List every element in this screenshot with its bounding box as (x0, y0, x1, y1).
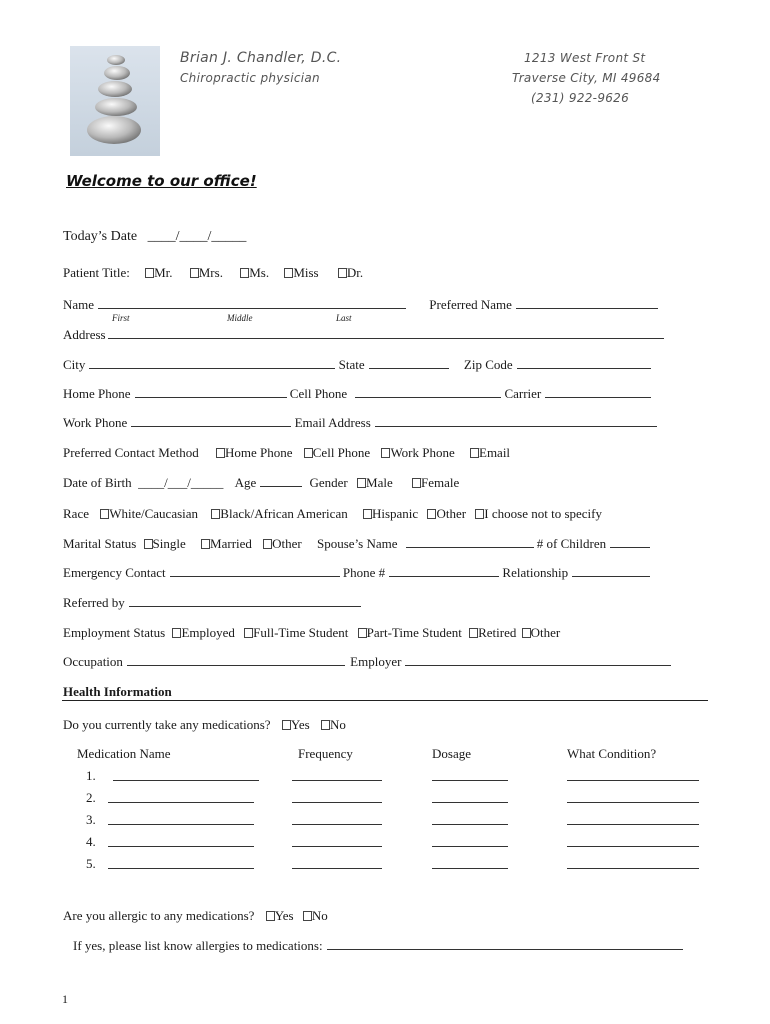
allergy-list-field[interactable] (327, 939, 683, 950)
race-white-label: White/Caucasian (109, 506, 199, 521)
employment-status-label: Employment Status (63, 625, 166, 640)
med-frequency-field[interactable] (292, 868, 382, 869)
title-dr-checkbox[interactable] (338, 268, 347, 278)
gender-female-label: Female (420, 475, 460, 490)
med-row-num: 2. (86, 790, 96, 805)
med-condition-field[interactable] (567, 868, 699, 869)
employment-fulltime-checkbox[interactable] (244, 628, 253, 638)
title-miss-label: Miss (293, 265, 319, 280)
employment-parttime-label: Part-Time Student (366, 625, 462, 640)
title-ms-label: Ms. (249, 265, 270, 280)
gender-male-checkbox[interactable] (357, 478, 366, 488)
med-frequency-field[interactable] (292, 802, 382, 803)
name-middle-sublabel: Middle (227, 313, 253, 323)
address-line2: Traverse City, MI 49684 (512, 71, 661, 85)
med-row-num: 5. (86, 856, 96, 871)
col-dosage: Dosage (432, 746, 471, 761)
race-hispanic-label: Hispanic (371, 506, 419, 521)
take-meds-row (63, 717, 346, 733)
race-other-label: Other (436, 506, 467, 521)
med-frequency-field[interactable] (292, 780, 382, 781)
gender-male-label: Male (366, 475, 393, 490)
med-dosage-field[interactable] (432, 780, 508, 781)
patient-title-label: Patient Title: (63, 265, 130, 280)
title-dr-label: Dr. (346, 265, 364, 280)
children-label: # of Children (536, 536, 607, 551)
dob-label: Date of Birth (63, 475, 132, 490)
employer-field[interactable] (405, 655, 671, 666)
emergency-contact-field[interactable] (170, 566, 340, 577)
health-divider (62, 700, 708, 701)
take-meds-no-checkbox[interactable] (321, 720, 330, 730)
allergic-no-label: No (311, 908, 328, 923)
preferred-contact-label: Preferred Contact Method (63, 445, 199, 460)
take-meds-question: Do you currently take any medications? (63, 717, 271, 732)
contact-home-phone-label: Home Phone (224, 445, 293, 460)
med-name-field[interactable] (108, 802, 254, 803)
med-condition-field[interactable] (567, 824, 699, 825)
med-dosage-field[interactable] (432, 824, 508, 825)
stacked-stones-icon (70, 46, 160, 156)
med-frequency-field[interactable] (292, 824, 382, 825)
marital-status-label: Marital Status (63, 536, 137, 551)
doctor-title: Chiropractic physician (180, 71, 320, 85)
col-medication-name: Medication Name (77, 746, 171, 761)
dob-field[interactable]: ____/___/_____ (138, 475, 224, 490)
address-line1: 1213 West Front St (524, 51, 646, 65)
allergy-list-row (73, 938, 683, 954)
med-condition-field[interactable] (567, 846, 699, 847)
med-name-field[interactable] (108, 868, 254, 869)
marital-married-checkbox[interactable] (201, 539, 210, 549)
referred-by-field[interactable] (129, 596, 361, 607)
med-row-num: 1. (86, 768, 96, 783)
city-label: City (63, 357, 86, 372)
name-field[interactable] (98, 298, 406, 309)
email-address-field[interactable] (375, 416, 657, 427)
employment-fulltime-label: Full-Time Student (253, 625, 349, 640)
allergic-yes-checkbox[interactable] (266, 911, 275, 921)
marital-other-label: Other (272, 536, 302, 551)
email-address-label: Email Address (294, 415, 371, 430)
address-row (63, 327, 664, 343)
address-label: Address (63, 327, 106, 342)
race-row (63, 506, 602, 522)
employment-row (63, 625, 560, 641)
children-field[interactable] (610, 537, 650, 548)
employment-other-checkbox[interactable] (522, 628, 531, 638)
name-label: Name (63, 297, 95, 312)
city-row (63, 357, 651, 373)
employment-other-label: Other (530, 625, 561, 640)
race-not-specify-checkbox[interactable] (475, 509, 484, 519)
todays-date-row (63, 229, 246, 245)
employment-employed-label: Employed (181, 625, 235, 640)
home-phone-field[interactable] (135, 387, 287, 398)
allergic-question: Are you allergic to any medications? (63, 908, 255, 923)
title-ms-checkbox[interactable] (240, 268, 249, 278)
race-not-specify-label: I choose not to specify (484, 506, 602, 521)
employment-retired-checkbox[interactable] (469, 628, 478, 638)
city-field[interactable] (89, 358, 335, 369)
emergency-phone-label: Phone # (342, 565, 386, 580)
todays-date-label: Today’s Date (63, 229, 138, 244)
med-row-num: 4. (86, 834, 96, 849)
med-dosage-field[interactable] (432, 868, 508, 869)
take-meds-no-label: No (330, 717, 346, 732)
contact-work-phone-label: Work Phone (390, 445, 455, 460)
title-mrs-checkbox[interactable] (190, 268, 199, 278)
cell-phone-label: Cell Phone (289, 386, 348, 401)
relationship-label: Relationship (502, 565, 569, 580)
preferred-name-label: Preferred Name (429, 297, 512, 312)
relationship-field[interactable] (572, 566, 650, 577)
preferred-contact-row (63, 445, 510, 461)
page-number: 1 (62, 992, 68, 1006)
zip-label: Zip Code (463, 357, 513, 372)
work-email-row (63, 415, 657, 431)
logo-image (70, 46, 160, 156)
address-field[interactable] (108, 328, 664, 339)
referred-by-label: Referred by (63, 595, 125, 610)
age-field[interactable] (260, 476, 302, 487)
race-label: Race (63, 506, 89, 521)
race-white-checkbox[interactable] (100, 509, 109, 519)
med-dosage-field[interactable] (432, 802, 508, 803)
contact-email-checkbox[interactable] (470, 448, 479, 458)
cell-phone-field[interactable] (355, 387, 501, 398)
preferred-name-field[interactable] (516, 298, 658, 309)
work-phone-label: Work Phone (63, 415, 128, 430)
contact-email-label: Email (479, 445, 511, 460)
patient-title-row (63, 265, 363, 281)
title-mr-checkbox[interactable] (145, 268, 154, 278)
med-condition-field[interactable] (567, 802, 699, 803)
occupation-label: Occupation (63, 654, 123, 669)
phone-row (63, 386, 651, 402)
race-black-label: Black/African American (220, 506, 348, 521)
med-name-field[interactable] (108, 824, 254, 825)
spouse-name-label: Spouse’s Name (317, 536, 398, 551)
allergy-list-label: If yes, please list know allergies to medications: (73, 938, 323, 953)
med-condition-field[interactable] (567, 780, 699, 781)
name-first-sublabel: First (112, 313, 130, 323)
occupation-field[interactable] (127, 655, 345, 666)
marital-other-checkbox[interactable] (263, 539, 272, 549)
med-row-num: 3. (86, 812, 96, 827)
home-phone-label: Home Phone (63, 386, 131, 401)
contact-cell-phone-checkbox[interactable] (304, 448, 313, 458)
take-meds-yes-checkbox[interactable] (282, 720, 291, 730)
spouse-name-field[interactable] (406, 537, 534, 548)
gender-female-checkbox[interactable] (412, 478, 421, 488)
race-hispanic-checkbox[interactable] (363, 509, 372, 519)
todays-date-field[interactable]: ____/____/_____ (147, 229, 247, 244)
office-phone: (231) 922-9626 (531, 91, 630, 105)
health-info-heading: Health Information (63, 684, 172, 699)
col-frequency: Frequency (298, 746, 353, 761)
allergic-yes-label: Yes (274, 908, 294, 923)
name-last-sublabel: Last (336, 313, 352, 323)
marital-row (63, 536, 650, 552)
contact-cell-phone-label: Cell Phone (312, 445, 371, 460)
referred-row (63, 595, 361, 611)
carrier-field[interactable] (545, 387, 651, 398)
employer-label: Employer (350, 654, 402, 669)
take-meds-yes-label: Yes (290, 717, 310, 732)
marital-single-label: Single (152, 536, 186, 551)
emergency-contact-label: Emergency Contact (63, 565, 166, 580)
name-row (63, 297, 658, 313)
allergic-no-checkbox[interactable] (303, 911, 312, 921)
marital-single-checkbox[interactable] (144, 539, 153, 549)
employment-parttime-checkbox[interactable] (358, 628, 367, 638)
col-what-condition: What Condition? (567, 746, 657, 761)
doctor-name: Brian J. Chandler, D.C. (180, 50, 342, 66)
marital-married-label: Married (210, 536, 252, 551)
zip-field[interactable] (517, 358, 651, 369)
race-black-checkbox[interactable] (211, 509, 220, 519)
state-label: State (338, 357, 365, 372)
dob-row (63, 475, 459, 491)
employment-retired-label: Retired (478, 625, 517, 640)
med-dosage-field[interactable] (432, 846, 508, 847)
title-miss-checkbox[interactable] (284, 268, 293, 278)
med-name-field[interactable] (108, 846, 254, 847)
allergic-row (63, 908, 328, 924)
state-field[interactable] (369, 358, 449, 369)
age-label: Age (234, 475, 257, 490)
work-phone-field[interactable] (131, 416, 291, 427)
med-frequency-field[interactable] (292, 846, 382, 847)
welcome-heading: Welcome to our office! (66, 172, 257, 190)
gender-label: Gender (309, 475, 348, 490)
carrier-label: Carrier (504, 386, 542, 401)
emergency-row (63, 565, 650, 581)
title-mrs-label: Mrs. (198, 265, 223, 280)
title-mr-label: Mr. (154, 265, 173, 280)
emergency-phone-field[interactable] (389, 566, 499, 577)
med-name-field[interactable] (113, 780, 259, 781)
contact-home-phone-checkbox[interactable] (216, 448, 225, 458)
occupation-row (63, 654, 671, 670)
